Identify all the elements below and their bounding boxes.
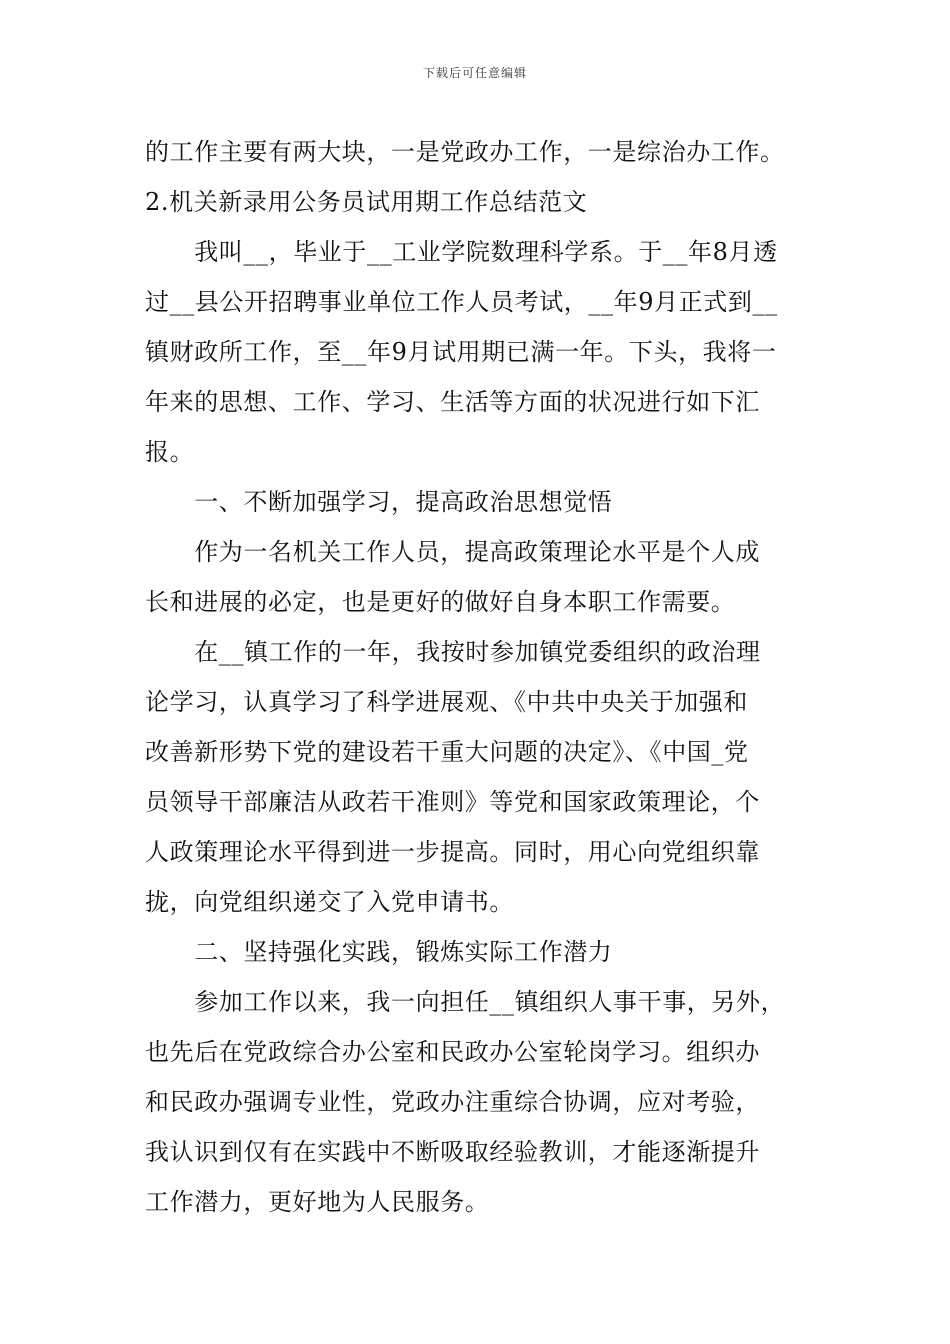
text-line: 参加工作以来，我一向担任__镇组织人事干事，另外， xyxy=(145,988,786,1016)
text-line: 拢，向党组织递交了入党申请书。 xyxy=(145,888,514,916)
text-line: 员领导干部廉洁从政若干准则》等党和国家政策理论，个 xyxy=(145,788,760,816)
text-line: 过__县公开招聘事业单位工作人员考试，__年9月正式到__ xyxy=(145,288,778,316)
section-title: 2.机关新录用公务员试用期工作总结范文 xyxy=(145,188,588,216)
text-line: 工作潜力，更好地为人民服务。 xyxy=(145,1188,490,1216)
subheading: 二、坚持强化实践，锻炼实际工作潜力 xyxy=(145,938,613,966)
text-line: 和民政办强调专业性，党政办注重综合协调，应对考验， xyxy=(145,1088,760,1116)
text-line: 也先后在党政综合办公室和民政办公室轮岗学习。组织办 xyxy=(145,1038,760,1066)
text-line: 作为一名机关工作人员，提高政策理论水平是个人成 xyxy=(145,538,760,566)
text-line: 我叫__，毕业于__工业学院数理科学系。于__年8月透 xyxy=(145,238,778,266)
text-line: 在__镇工作的一年，我按时参加镇党委组织的政治理 xyxy=(145,638,761,666)
text-line: 论学习，认真学习了科学进展观、《中共中央关于加强和 xyxy=(145,688,748,716)
text-line: 我认识到仅有在实践中不断吸取经验教训，才能逐渐提升 xyxy=(145,1138,760,1166)
text-line: 长和进展的必定，也是更好的做好自身本职工作需要。 xyxy=(145,588,736,616)
text-line: 年来的思想、工作、学习、生活等方面的状况进行如下汇 xyxy=(145,388,760,416)
document-body xyxy=(145,127,810,1227)
text-line: 报。 xyxy=(145,438,195,466)
text-line: 的工作主要有两大块，一是党政办工作，一是综治办工作。 xyxy=(145,138,785,166)
page-header-note: 下载后可任意编辑 xyxy=(422,66,527,80)
text-line: 改善新形势下党的建设若干重大问题的决定》、《中国_党 xyxy=(145,738,749,766)
text-line: 人政策理论水平得到进一步提高。同时，用心向党组织靠 xyxy=(145,838,760,866)
subheading: 一、不断加强学习，提高政治思想觉悟 xyxy=(145,488,613,516)
text-line: 镇财政所工作，至__年9月试用期已满一年。下头，我将一 xyxy=(145,338,777,366)
